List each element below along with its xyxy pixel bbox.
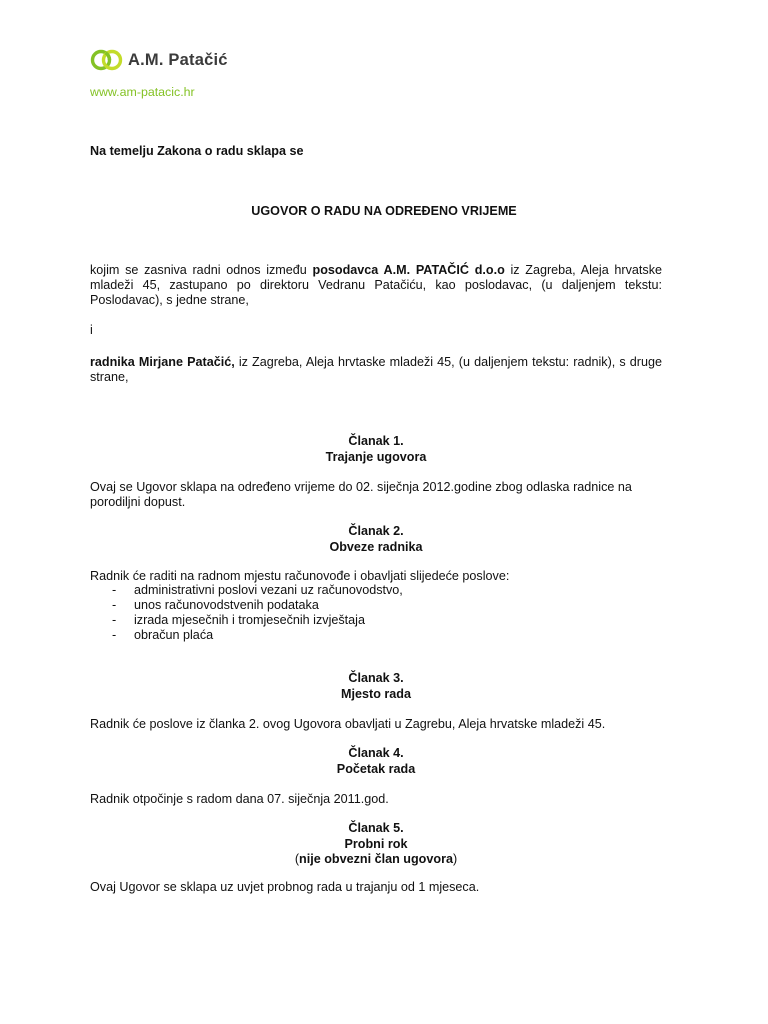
employee-name: radnika Mirjane Patačić,	[90, 355, 235, 369]
article-3-number: Članak 3.	[348, 671, 404, 685]
article-1-text: Ovaj se Ugovor sklapa na određeno vrijeme do 02. siječnja 2012.godine zbog odlaska radnice na porodiljni dopust.	[90, 480, 632, 509]
employee-text-post: iz Zagreba, Aleja hrvtaske mladeži 45, (u daljenjem tekstu: radnik), s druge strane,	[90, 355, 663, 384]
article-3-heading	[90, 671, 662, 702]
list-item: - unos računovodstvenih podataka	[112, 598, 319, 612]
employer-text-post: iz Zagreba, Aleja hrvatske mladeži 45, zastupano po direktoru Vedranu Patačiću, kao poslodavac, (u daljenjem tekstu: Poslodavac), s jedne strane,	[90, 263, 662, 307]
article-2-title: Obveze radnika	[329, 539, 423, 554]
employee-paragraph	[90, 355, 662, 385]
article-1-number: Članak 1.	[348, 434, 404, 448]
employer-text-pre: kojim se zasniva radni odnos između	[90, 263, 313, 277]
article-5-text: Ovaj Ugovor se sklapa uz uvjet probnog rada u trajanju od 1 mjeseca.	[90, 880, 480, 894]
article-5-number: Članak 5.	[348, 821, 404, 835]
list-item: - izrada mjesečnih i tromjesečnih izvještaja	[112, 613, 365, 627]
employer-paragraph	[90, 263, 662, 308]
contract-title: UGOVOR O RADU NA ODREĐENO VRIJEME	[251, 204, 517, 218]
article-3-text: Radnik će poslove iz članka 2. ovog Ugovora obavljati u Zagrebu, Aleja hrvatske mladeži 45.	[90, 717, 606, 731]
duties-list	[90, 583, 403, 643]
article-1-title: Trajanje ugovora	[325, 449, 427, 464]
list-item: - obračun plaća	[112, 628, 214, 642]
article-4-title: Početak rada	[336, 761, 416, 776]
website-url: www.am-patacic.hr	[90, 85, 195, 99]
company-logo	[90, 44, 228, 76]
list-item: - administrativni poslovi vezani uz računovodstvo,	[112, 583, 403, 597]
article-5-heading	[90, 821, 662, 868]
article-5-title: Probni rok	[344, 836, 408, 851]
article-1-heading	[90, 434, 662, 465]
intro-line: Na temelju Zakona o radu sklapa se	[90, 144, 304, 158]
article-2-text: Radnik će raditi na radnom mjestu računovođe i obavljati slijedeće poslove:	[90, 569, 510, 583]
article-5-note: (nije obvezni član ugovora)	[294, 852, 458, 866]
article-2-number: Članak 2.	[348, 524, 404, 538]
article-4-text: Radnik otpočinje s radom dana 07. siječnja 2011.god.	[90, 792, 389, 806]
employer-name: posodavca A.M. PATAČIĆ d.o.o	[312, 263, 505, 277]
article-3-title: Mjesto rada	[341, 686, 411, 701]
article-4-heading	[90, 746, 662, 777]
and-conjunction: i	[90, 323, 93, 337]
article-4-number: Članak 4.	[348, 746, 404, 760]
article-2-heading	[90, 524, 662, 555]
company-name: A.M. Patačić	[128, 50, 228, 69]
interlocking-rings-icon	[90, 46, 124, 74]
